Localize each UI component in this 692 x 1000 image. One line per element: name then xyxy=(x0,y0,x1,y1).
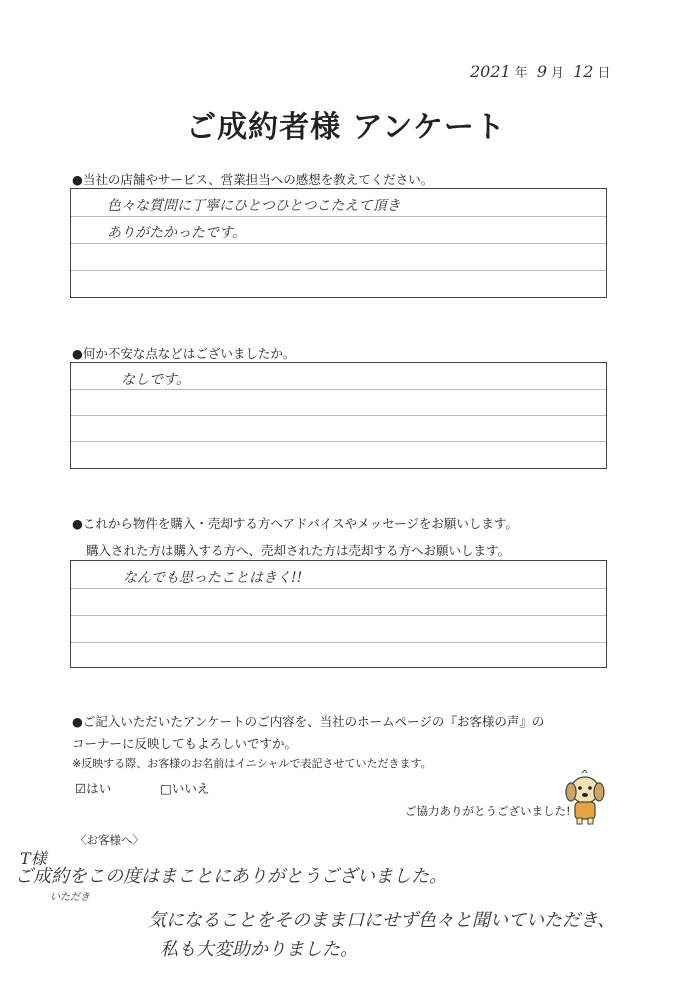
answer-box-3 xyxy=(70,560,607,668)
option-yes[interactable] xyxy=(75,779,111,797)
dog-mascot-icon xyxy=(562,770,608,826)
answer-2-line-1: なしです。 xyxy=(121,372,190,388)
checkbox-checked-icon: ☑ xyxy=(75,781,87,796)
question-3-subtext: 購入された方は購入する方へ、売却された方は売却する方へお願いします。 xyxy=(86,543,511,558)
date-day: 12 xyxy=(573,62,594,81)
answer-1-line-2: ありがたかったです。 xyxy=(107,225,246,241)
page-title: ご成約者様 アンケート xyxy=(186,110,506,145)
option-no-label: いいえ xyxy=(171,781,210,796)
question-3: ●これから物件を購入・売却する方へアドバイスやメッセージをお願いします。 xyxy=(72,516,518,531)
question-4-line-2: コーナーに反映してもよろしいですか。 xyxy=(72,736,298,751)
checkbox-empty-icon: □ xyxy=(160,781,172,796)
thanks-message: ご協力ありがとうございました! xyxy=(405,804,571,818)
answer-box-2 xyxy=(70,362,607,469)
customer-message-note: いただき xyxy=(50,892,90,903)
date-day-label: 日 xyxy=(597,66,611,81)
answer-box-1 xyxy=(70,188,607,298)
question-1: ●当社の店舗やサービス、営業担当への感想を教えてください。 xyxy=(72,172,434,187)
option-no[interactable] xyxy=(160,779,209,797)
customer-message-heading: 〈お客様へ〉 xyxy=(75,833,144,847)
option-yes-label: はい xyxy=(86,781,112,796)
question-4-line-1: ●ご記入いただいたアンケートのご内容を、当社のホームページの『お客様の声』の xyxy=(72,714,545,729)
question-2: ●何か不安な点などはございましたか。 xyxy=(72,346,296,361)
question-4-note: ※反映する際、お客様のお名前はイニシャルで表記させていただきます。 xyxy=(72,757,432,770)
customer-message-line-1: ご成約をこの度はまことにありがとうございました。 xyxy=(15,866,447,887)
customer-salutation: T様 xyxy=(20,849,47,868)
customer-message-line-3: 私も大変助かりました。 xyxy=(160,939,358,960)
date-month: 9 xyxy=(536,62,548,81)
answer-1-line-1: 色々な質問に丁寧にひとつひとつこたえて頂き xyxy=(107,198,401,214)
customer-message-line-2: 気になることをそのまま口にせず色々と聞いていただき、 xyxy=(148,910,616,931)
date-month-label: 月 xyxy=(551,66,565,81)
answer-3-line-1: なんでも思ったことはきく!! xyxy=(123,570,303,586)
date-year: 2021 xyxy=(470,62,511,81)
date-year-label: 年 xyxy=(514,66,528,81)
survey-date xyxy=(470,62,615,81)
